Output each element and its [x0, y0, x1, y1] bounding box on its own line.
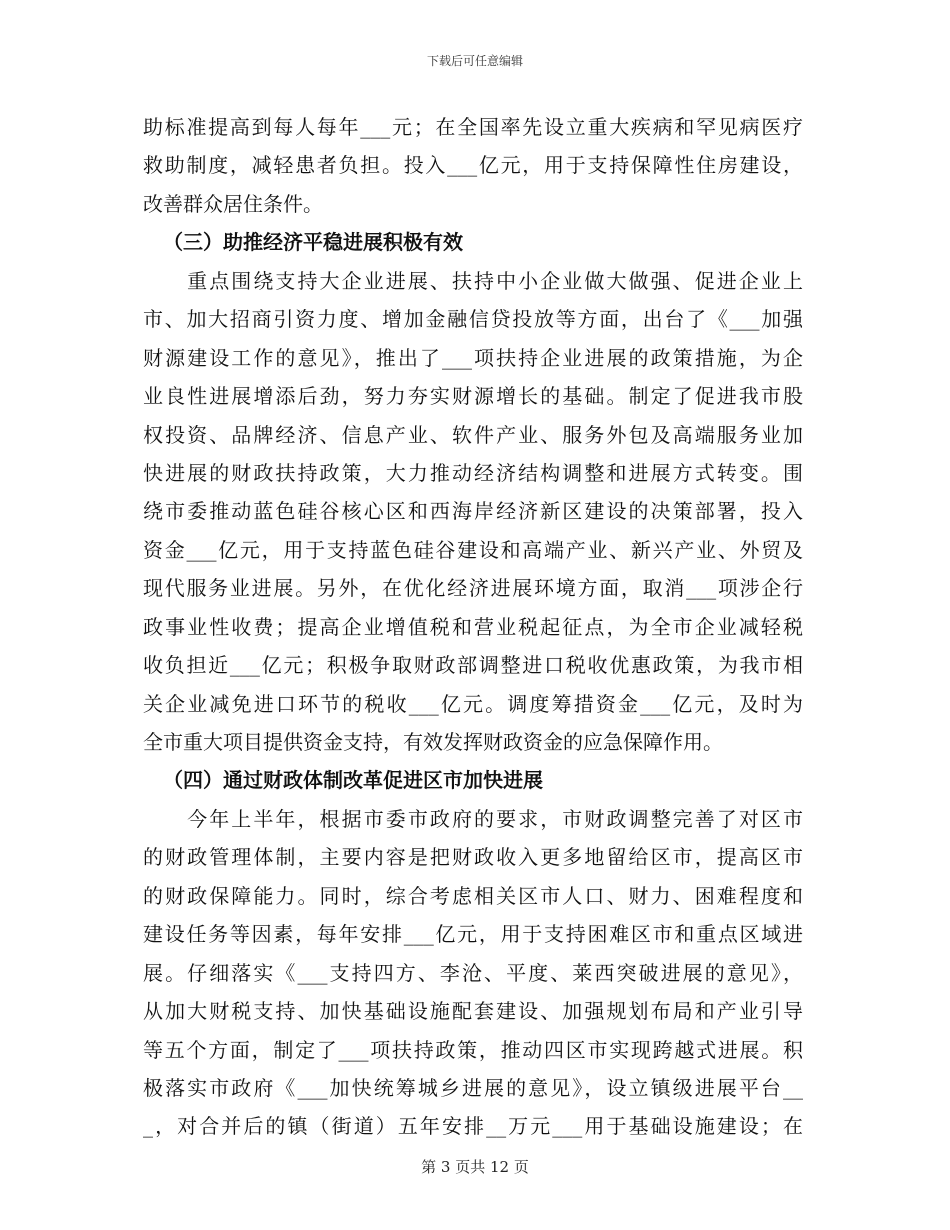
text-line: 建设任务等因素，每年安排___亿元，用于支持困难区市和重点区域进 — [143, 922, 803, 947]
text-line: 改善群众居住条件。 — [143, 191, 323, 216]
section-heading: （四）通过财政体制改革促进区市加快进展 — [163, 768, 543, 793]
page-footer: 第 3 页共 12 页 — [421, 1158, 529, 1176]
page-header: 下载后可任意编辑 — [426, 54, 523, 68]
text-line: 全市重大项目提供资金支持，有效发挥财政资金的应急保障作用。 — [143, 730, 723, 754]
text-line: 的财政保障能力。同时，综合考虑相关区市人口、财力、困难程度和 — [143, 883, 803, 908]
text-line: 等五个方面，制定了___项扶持政策，推动四区市实现跨越式进展。积 — [143, 1037, 803, 1062]
text-line: 资金___亿元，用于支持蓝色硅谷建设和高端产业、新兴产业、外贸及 — [143, 537, 803, 562]
text-line: 救助制度，减轻患者负担。投入___亿元，用于支持保障性住房建设， — [143, 153, 803, 178]
text-line: 的财政管理体制，主要内容是把财政收入更多地留给区市，提高区市 — [143, 845, 803, 870]
text-line: 市、加大招商引资力度、增加金融信贷投放等方面，出台了《___加强 — [143, 307, 803, 332]
text-line: 收负担近___亿元；积极争取财政部调整进口税收优惠政策，为我市相 — [143, 653, 803, 678]
text-line: 权投资、品牌经济、信息产业、软件产业、服务外包及高端服务业加 — [143, 422, 803, 447]
text-line: 极落实市政府《___加快统筹城乡进展的意见》，设立镇级进展平台__ — [143, 1075, 803, 1100]
section-heading: （三）助推经济平稳进展积极有效 — [163, 230, 463, 255]
text-line: 展。仔细落实《___支持四方、李沧、平度、莱西突破进展的意见》， — [143, 960, 803, 985]
text-line: 今年上半年，根据市委市政府的要求，市财政调整完善了对区市 — [143, 806, 803, 831]
text-line: 财源建设工作的意见》，推出了___项扶持企业进展的政策措施，为企 — [143, 345, 803, 370]
text-line: _，对合并后的镇（街道）五年安排__万元___用于基础设施建设；在 — [143, 1114, 803, 1139]
document-body — [143, 108, 803, 1146]
text-line: 关企业减免进口环节的税收___亿元。调度筹措资金___亿元，及时为 — [143, 691, 803, 716]
text-line: 快进展的财政扶持政策，大力推动经济结构调整和进展方式转变。围 — [143, 460, 803, 485]
text-line: 政事业性收费；提高企业增值税和营业税起征点，为全市企业减轻税 — [143, 614, 803, 639]
text-line: 从加大财税支持、加快基础设施配套建设、加强规划布局和产业引导 — [143, 999, 803, 1024]
text-line: 现代服务业进展。另外，在优化经济进展环境方面，取消___项涉企行 — [143, 576, 803, 601]
text-line: 业良性进展增添后劲，努力夯实财源增长的基础。制定了促进我市股 — [143, 384, 803, 409]
text-line: 绕市委推动蓝色硅谷核心区和西海岸经济新区建设的决策部署，投入 — [143, 499, 803, 524]
text-line: 助标准提高到每人每年___元；在全国率先设立重大疾病和罕见病医疗 — [143, 115, 803, 139]
text-line: 重点围绕支持大企业进展、扶持中小企业做大做强、促进企业上 — [143, 268, 803, 293]
